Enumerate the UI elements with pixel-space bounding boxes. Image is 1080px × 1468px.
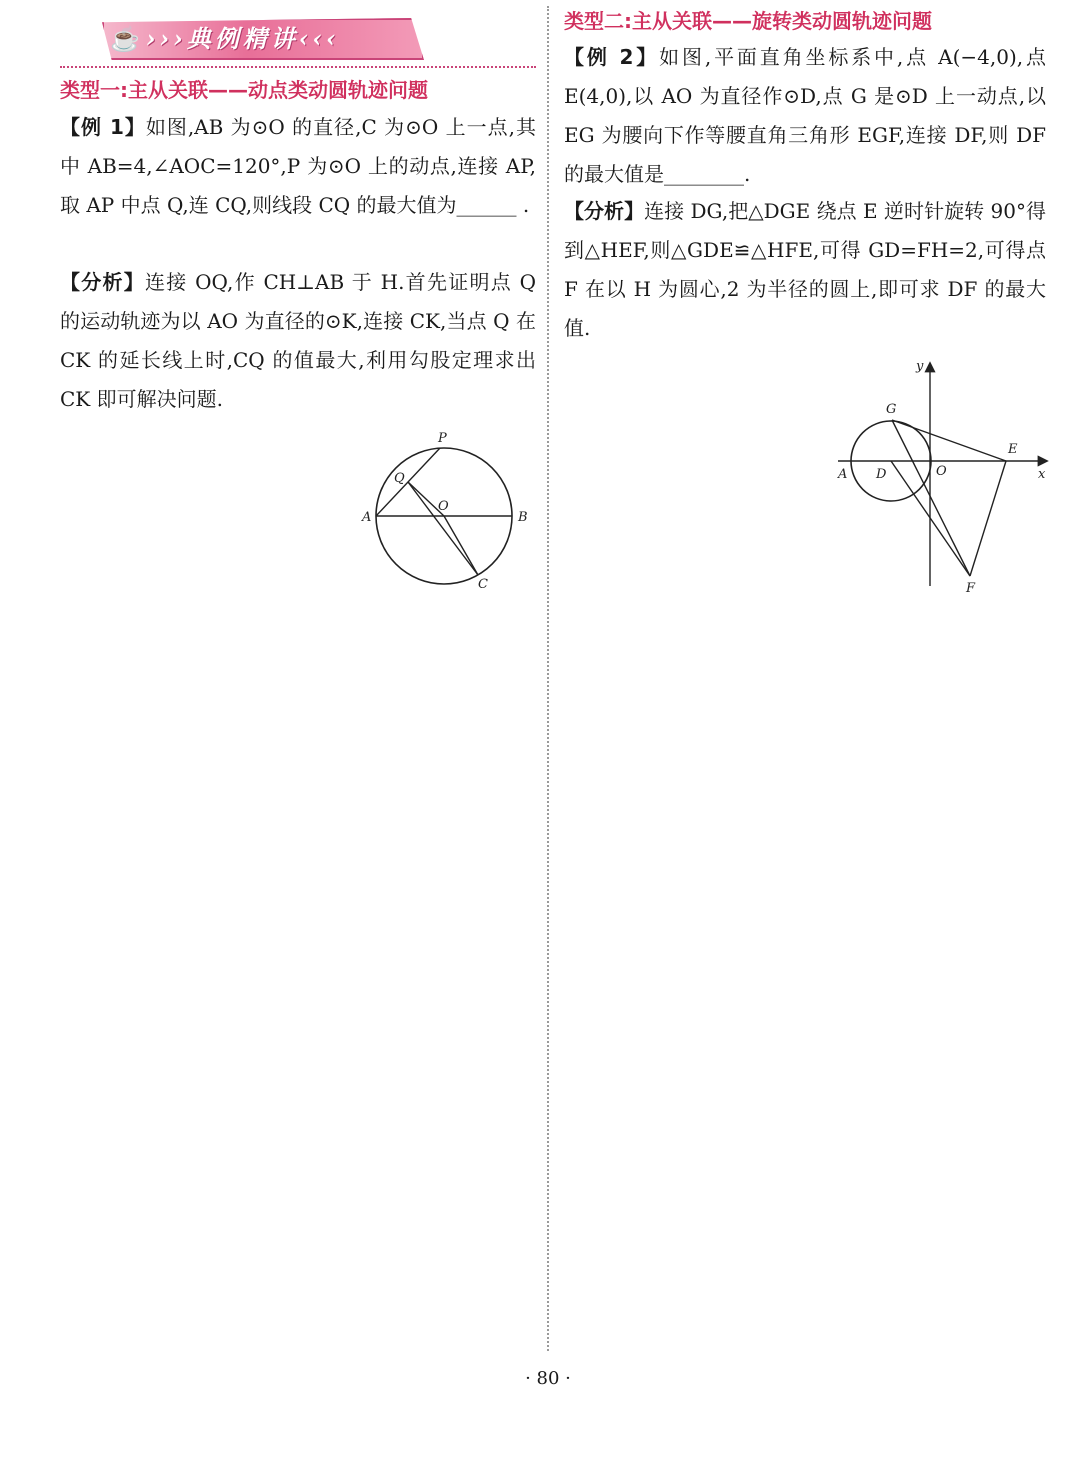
example-two-text: 如图,平面直角坐标系中,点 A(−4,0),点 E(4,0),以 AO 为直径作⊙D,点 G 是⊙D 上一动点,以 EG 为腰向下作等腰直角三角形 EGF,连接 DF,则 DF 的最大值是________. xyxy=(564,45,1046,186)
analysis-one-text: 连接 OQ,作 CH⊥AB 于 H.首先证明点 Q 的运动轨迹为以 AO 为直径的⊙K,连接 CK,当点 Q 在 CK 的延长线上时,CQ 的值最大,利用勾股定理求出 CK 即可解决问题. xyxy=(60,270,536,411)
accent-dotted-line xyxy=(60,66,536,68)
example-one-tag: 【例 1】 xyxy=(60,115,146,139)
analysis-two-tag: 【分析】 xyxy=(564,199,645,223)
analysis-two-text: 连接 DG,把△DGE 绕点 E 逆时针旋转 90°得到△HEF,则△GDE≌△HFE,可得 GD=FH=2,可得点 F 在以 H 为圆心,2 为半径的圆上,即可求 DF 的最大值. xyxy=(564,199,1046,340)
example-one xyxy=(60,108,536,225)
label-b: B xyxy=(518,510,528,525)
page-number: · 80 · xyxy=(525,1368,571,1389)
coordinate-figure-two xyxy=(836,356,1050,596)
example-two-tag: 【例 2】 xyxy=(564,45,660,69)
label-g: G xyxy=(886,402,897,417)
label-x: x xyxy=(1038,467,1046,482)
label-o: O xyxy=(438,499,449,514)
label-d: D xyxy=(876,467,887,482)
segment-ef xyxy=(970,461,1006,576)
banner-title: ›››典例精讲‹‹‹ xyxy=(146,24,340,53)
label-c: C xyxy=(478,577,488,592)
analysis-two xyxy=(564,192,1046,348)
analysis-one-tag: 【分析】 xyxy=(60,270,146,294)
label-q: Q xyxy=(394,471,405,486)
type-one-title: 类型一:主从关联——动点类动圆轨迹问题 xyxy=(60,78,428,102)
label-a: A xyxy=(838,467,848,482)
segment-qc xyxy=(408,482,478,575)
segment-oc xyxy=(444,516,478,575)
analysis-one xyxy=(60,263,536,419)
column-divider xyxy=(547,6,549,1351)
label-e: E xyxy=(1008,442,1018,457)
example-one-text: 如图,AB 为⊙O 的直径,C 为⊙O 上一点,其中 AB=4,∠AOC=120°,P 为⊙O 上的动点,连接 AP,取 AP 中点 Q,连 CQ,则线段 CQ 的最大值为______ . xyxy=(60,115,536,217)
teacup-icon: ☕ xyxy=(110,25,140,53)
label-a: A xyxy=(362,510,372,525)
label-o: O xyxy=(936,464,947,479)
label-p: P xyxy=(438,431,447,446)
label-f: F xyxy=(966,581,976,596)
circle-figure-one xyxy=(358,424,538,594)
type-two-title: 类型二:主从关联——旋转类动圆轨迹问题 xyxy=(564,9,932,33)
left-column xyxy=(60,0,536,1360)
example-two xyxy=(564,38,1046,194)
label-y: y xyxy=(916,359,924,374)
right-column xyxy=(564,0,1050,1360)
